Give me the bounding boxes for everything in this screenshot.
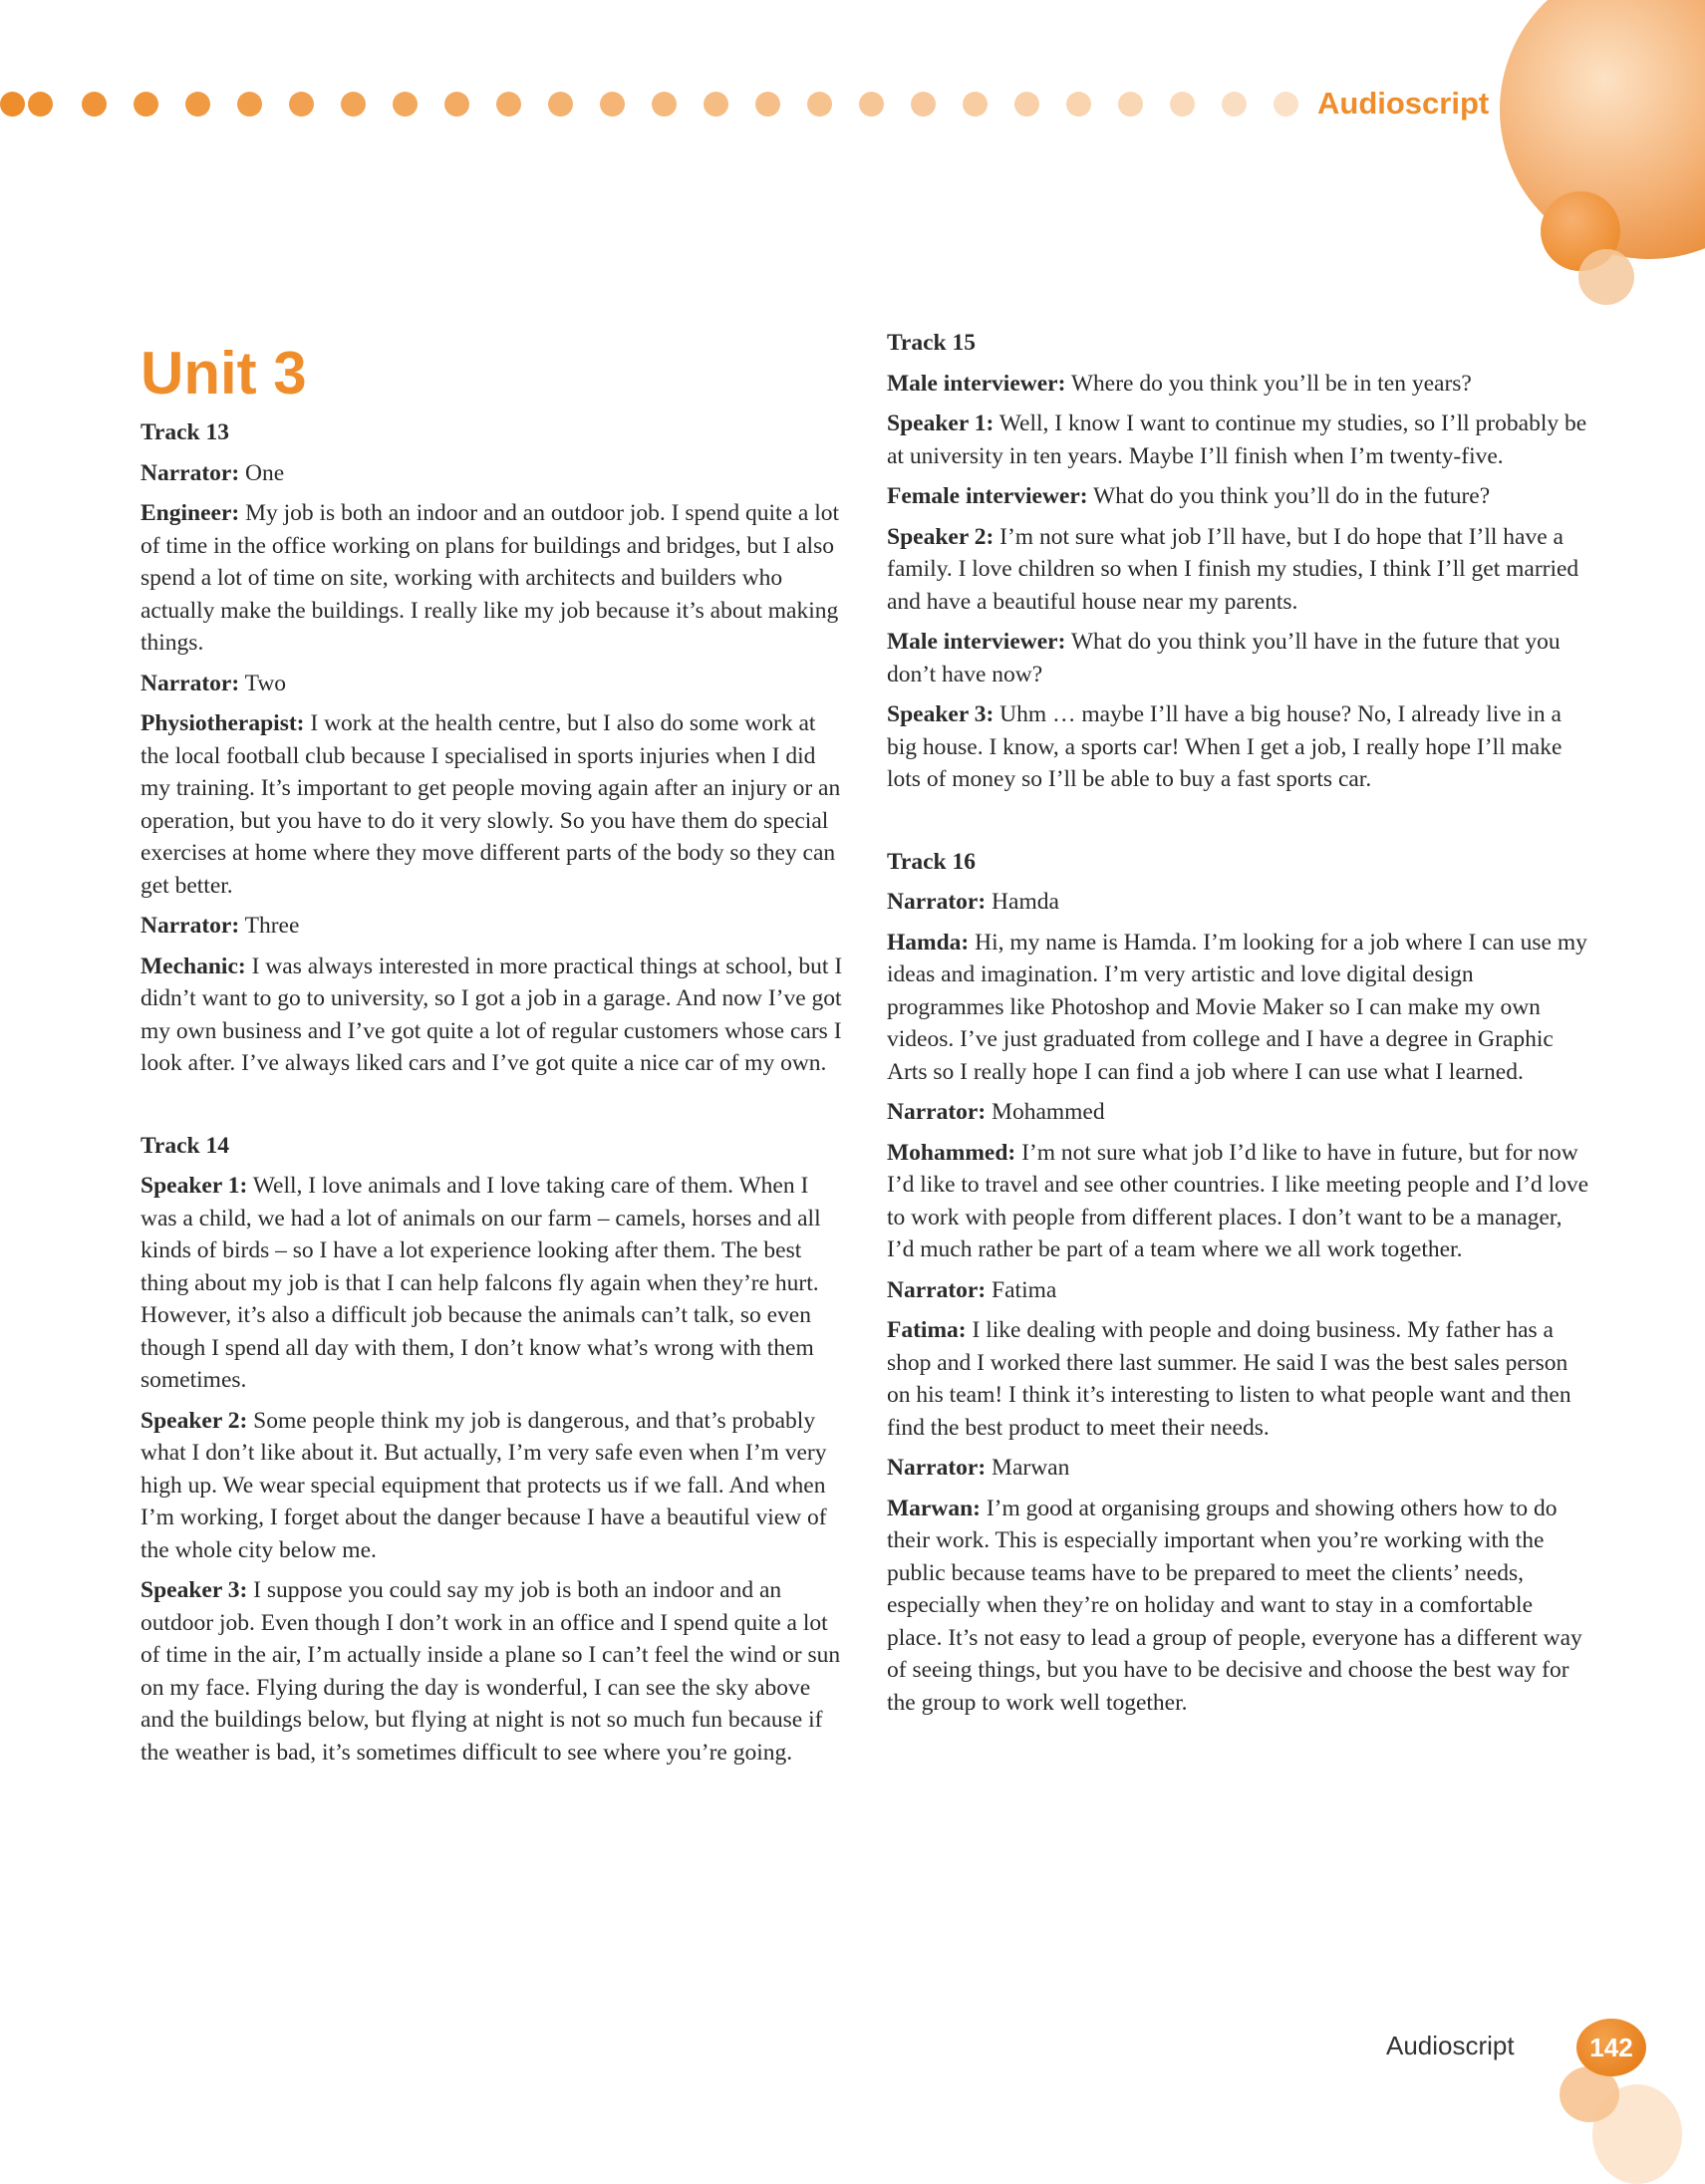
transcript-line	[887, 1314, 1589, 1444]
dot-decoration	[134, 92, 158, 117]
transcript-line	[141, 1405, 848, 1567]
transcript-line	[887, 1137, 1589, 1266]
footer-label: Audioscript	[1386, 2031, 1515, 2060]
spoken-text: Two	[239, 670, 287, 696]
transcript-line	[141, 1170, 848, 1397]
speaker-label: Marwan:	[887, 1495, 981, 1521]
spoken-text: I was always interested in more practical things at school, but I didn’t want to go to university, so I got a job in a garage. And now I’ve got my own business and I’ve got quite a lot of regular customers whose cars I look after. I’ve always liked cars and I’ve got quite a nice car of my own.	[141, 953, 843, 1076]
spoken-text: I’m not sure what job I’d like to have in future, but for now I’d like to travel and see other countries. I like meeting people and I’d love to work with people from different places. I don’t want to be a manager, I’d much rather be part of a team where we all work together.	[887, 1139, 1589, 1262]
spoken-text: I’m good at organising groups and showing others how to do their work. This is especially important when you’re working with the public because teams have to be prepared to meet the clients’ needs, especially when they’re on holiday and want to stay in a comfortable place. It’s not easy to lead a group of people, everyone has a different way of seeing things, but you have to be decisive and choose the best way for the group to work well together.	[887, 1495, 1582, 1716]
dot-decoration	[807, 92, 832, 117]
spoken-text: Mohammed	[986, 1099, 1105, 1125]
left-column	[141, 416, 848, 1776]
dot-decoration	[911, 92, 936, 117]
spoken-text: Marwan	[986, 1455, 1070, 1481]
transcript-line	[141, 707, 848, 902]
speaker-label: Female interviewer:	[887, 483, 1088, 509]
speaker-label: Speaker 2:	[141, 1407, 248, 1434]
transcript-line	[887, 626, 1589, 690]
dot-decoration	[1118, 92, 1143, 117]
speaker-label: Mohammed:	[887, 1139, 1016, 1166]
transcript-line	[887, 1274, 1589, 1307]
page-number: 142	[1576, 2019, 1646, 2076]
section-gap	[141, 1088, 848, 1130]
dot-decoration	[548, 92, 573, 117]
speaker-label: Narrator:	[887, 889, 987, 915]
dot-decoration	[652, 92, 677, 117]
speaker-label: Mechanic:	[141, 953, 246, 979]
spoken-text: Three	[239, 913, 300, 939]
track-heading: Track 14	[141, 1132, 229, 1159]
spoken-text: Well, I love animals and I love taking care of them. When I was a child, we had a lot of animals on our farm – camels, horses and all kinds of birds – so I have a lot experience looking after them. The best thing about my job is that I can help falcons fly again when they’re hurt. However, it’s also a difficult job because the animals can’t talk, so even though I spend all day with them, I don’t know what’s wrong with them sometimes.	[141, 1173, 821, 1393]
dot-decoration	[1274, 92, 1298, 117]
dot-decoration	[237, 92, 262, 117]
spoken-text: My job is both an indoor and an outdoor job. I spend quite a lot of time in the office working on plans for buildings and bridges, but I also spend a lot of time on site, working with architects and builders who actually make the buildings. I really like my job because it’s about making things.	[141, 500, 840, 656]
track-heading: Track 16	[887, 848, 976, 875]
spoken-text: I’m not sure what job I’ll have, but I do hope that I’ll have a family. I love children so when I finish my studies, I think I’ll get married and have a beautiful house near my parents.	[887, 523, 1579, 615]
transcript-line	[887, 886, 1589, 919]
transcript-line	[887, 408, 1589, 472]
dot-decoration	[0, 92, 25, 117]
unit-title: Unit 3	[141, 340, 307, 407]
transcript-line	[141, 951, 848, 1080]
spoken-text: What do you think you’ll have in the future that you don’t have now?	[887, 629, 1561, 687]
transcript-line	[141, 668, 848, 700]
dot-decoration	[185, 92, 210, 117]
speaker-label: Speaker 3:	[141, 1577, 248, 1603]
dot-decoration	[1066, 92, 1091, 117]
dot-decoration	[755, 92, 780, 117]
speaker-label: Male interviewer:	[887, 629, 1066, 655]
spoken-text: I work at the health centre, but I also do some work at the local football club because I specialised in sports injuries when I did my training. It’s important to get people moving again after an injury or an operation, but you have to do it very slowly. So you have them do special exercises at home where they move different parts of the body so they can get better.	[141, 710, 841, 899]
spoken-text: Fatima	[986, 1276, 1057, 1303]
spoken-text: Some people think my job is dangerous, and that’s probably what I don’t like about it. But actually, I’m very safe even when I’m very high up. We wear special equipment that protects us if we fall. And when I’m working, I forget about the danger because I have a beautiful view of the whole city below me.	[141, 1407, 827, 1563]
dot-decoration	[289, 92, 314, 117]
speaker-label: Narrator:	[887, 1099, 987, 1125]
transcript-line	[887, 521, 1589, 619]
speaker-label: Male interviewer:	[887, 370, 1066, 397]
speaker-label: Speaker 2:	[887, 523, 995, 550]
spoken-text: I suppose you could say my job is both an indoor and an outdoor job. Even though I don’t work in an office and I spend quite a lot of time in the air, I’m actually inside a plane so I can’t feel the wind or sun on my face. Flying during the day is wonderful, I can see the sky above and the buildings below, but flying at night is not so much fun because if the weather is bad, it’s sometimes difficult to see where you’re going.	[141, 1577, 841, 1766]
track-heading: Track 13	[141, 419, 229, 445]
transcript-line	[887, 1493, 1589, 1720]
speaker-label: Narrator:	[141, 913, 240, 939]
speaker-label: Speaker 3:	[887, 701, 995, 727]
spoken-text: Where do you think you’ll be in ten years?	[1065, 370, 1472, 397]
speaker-label: Engineer:	[141, 500, 240, 526]
transcript-line	[887, 927, 1589, 1089]
spoken-text: Hi, my name is Hamda. I’m looking for a job where I can use my ideas and imagination. I’m very artistic and love digital design programmes like Photoshop and Movie Maker so I can make my own videos. I’ve just graduated from college and I have a degree in Graphic Arts so I really hope I can find a job where I can use what I learned.	[887, 929, 1587, 1085]
transcript-line	[141, 910, 848, 943]
speaker-label: Physiotherapist:	[141, 710, 305, 736]
transcript-line	[141, 457, 848, 490]
transcript-line	[887, 1096, 1589, 1129]
speaker-label: Fatima:	[887, 1317, 967, 1343]
speaker-label: Speaker 1:	[887, 410, 995, 436]
dot-decoration	[704, 92, 728, 117]
spoken-text: One	[239, 459, 285, 486]
right-column	[887, 327, 1589, 1727]
speaker-label: Narrator:	[141, 459, 240, 486]
dot-decoration	[496, 92, 521, 117]
speaker-label: Narrator:	[887, 1276, 987, 1303]
spoken-text: Hamda	[986, 889, 1059, 915]
dot-decoration	[444, 92, 469, 117]
track-heading: Track 15	[887, 330, 976, 356]
spoken-text: I like dealing with people and doing business. My father has a shop and I worked there last summer. He said I was the best sales person on his team! I think it’s interesting to listen to what people want and then find the best product to meet their needs.	[887, 1317, 1571, 1441]
transcript-line	[887, 698, 1589, 796]
dot-decoration	[600, 92, 625, 117]
dot-decoration	[963, 92, 988, 117]
transcript-line	[887, 480, 1589, 513]
transcript-line	[141, 497, 848, 660]
transcript-line	[887, 1452, 1589, 1485]
header-dots-decoration	[0, 92, 1315, 122]
spoken-text: Well, I know I want to continue my studies, so I’ll probably be at university in ten years. Maybe I’ll finish when I’m twenty-five.	[887, 410, 1587, 469]
speaker-label: Narrator:	[141, 670, 240, 696]
speaker-label: Hamda:	[887, 929, 970, 956]
spoken-text: What do you think you’ll do in the future?	[1087, 483, 1491, 509]
dot-decoration	[1014, 92, 1039, 117]
dot-decoration	[28, 92, 53, 117]
dot-decoration	[82, 92, 107, 117]
speaker-label: Speaker 1:	[141, 1173, 248, 1199]
transcript-line	[887, 368, 1589, 401]
transcript-line	[141, 1574, 848, 1769]
speaker-label: Narrator:	[887, 1455, 987, 1481]
decorative-orb	[1578, 249, 1634, 305]
dot-decoration	[393, 92, 418, 117]
dot-decoration	[859, 92, 884, 117]
dot-decoration	[341, 92, 366, 117]
spoken-text: Uhm … maybe I’ll have a big house? No, I already live in a big house. I know, a sports car! When I get a job, I really hope I’ll make lots of money so I’ll be able to buy a fast sports car.	[887, 701, 1563, 792]
section-gap	[887, 804, 1589, 846]
dot-decoration	[1222, 92, 1247, 117]
header-title: Audioscript	[1317, 86, 1490, 121]
dot-decoration	[1170, 92, 1195, 117]
